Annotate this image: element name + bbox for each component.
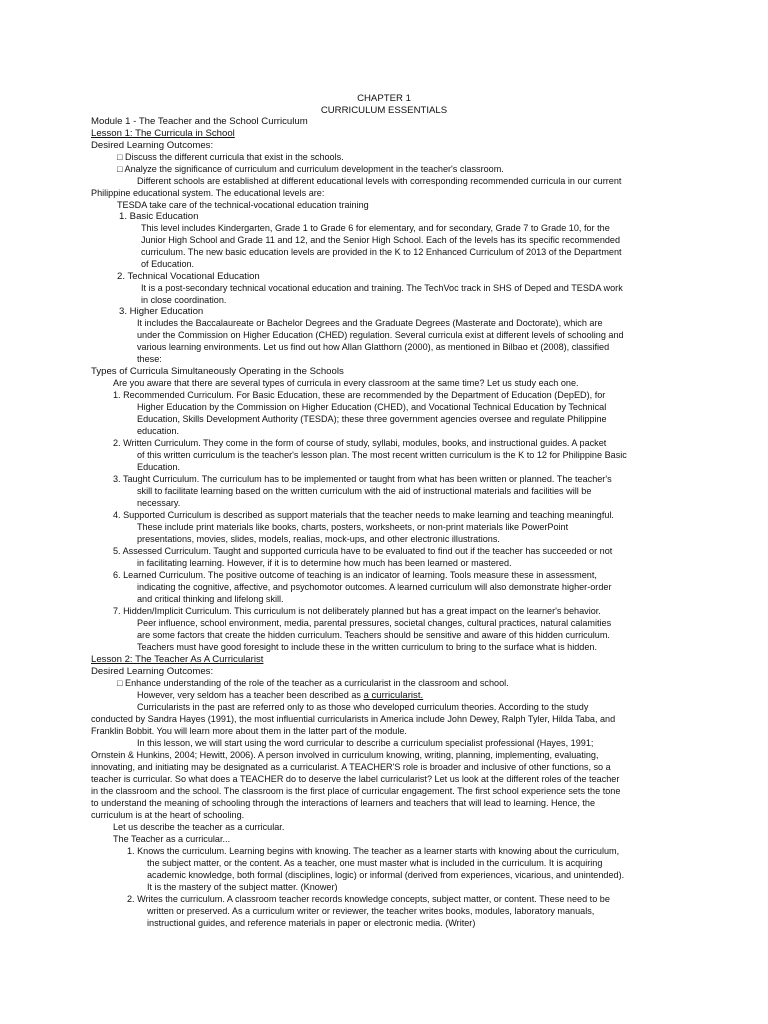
teacher-role-text: written or preserved. As a curriculum writer or reviewer, the teacher writes books, modules, laboratory manuals, (147, 906, 595, 916)
paragraph-line: Franklin Bobbit. You will learn more about them in the latter part of the module. (91, 726, 407, 736)
curriculum-type-text: are some factors that create the hidden curriculum. Teachers should be sensitive and aware of this hidden curriculum. (137, 630, 610, 640)
outcome-item: □ Analyze the significance of curriculum and curriculum development in the teacher's classroom. (117, 164, 504, 174)
teacher-role-text: instructional guides, and reference materials in paper or electronic media. (Writer) (147, 918, 476, 928)
curriculum-type-text: These include print materials like books, charts, posters, worksheets, or non-print materials like PowerPoint (137, 522, 569, 532)
paragraph-line: curriculum is at the heart of schooling. (91, 810, 245, 820)
level-text: It includes the Baccalaureate or Bachelor Degrees and the Graduate Degrees (Masterate and Doctorate), which are (137, 318, 603, 328)
paragraph-line: in the classroom and the school. The classroom is the first place of curricular engagement. The first school experience sets the tone (91, 786, 621, 796)
curriculum-type-text: Higher Education by the Commission on Higher Education (CHED), and Vocational Technical Education by Technical (137, 402, 607, 412)
however-line (137, 690, 423, 702)
level-text: these: (137, 354, 162, 364)
intro-line: Different schools are established at different educational levels with corresponding recommended curricula in our current (137, 176, 622, 186)
lesson-1-outcomes-heading: Desired Learning Outcomes: (91, 140, 214, 151)
level-text: various learning environments. Let us find out how Allan Glatthorn (2000), as mentioned in Bilbao et (2008), classified (137, 342, 610, 352)
paragraph-line: teacher is curricular. So what does a TEACHER do to deserve the label curricularist? Let us look at the different roles of the teacher (91, 774, 620, 784)
curriculum-type-text: necessary. (137, 498, 181, 508)
curriculum-type-text: in facilitating learning. However, if it is to determine how much has been learned or mastered. (137, 558, 512, 568)
describe-line: Let us describe the teacher as a curricular. (113, 822, 285, 832)
level-text: curriculum. The new basic education levels are provided in the K to 12 Enhanced Curriculum of 2013 of the Department (141, 247, 622, 257)
level-text: It is a post-secondary technical vocational education and training. The TechVoc track in SHS of Deped and TESDA work (141, 283, 623, 293)
curriculum-type-text: education. (137, 426, 179, 436)
paragraph-line: conducted by Sandra Hayes (1991), the most influential curricularists in America include John Dewey, Ralph Tyler, Hilda Taba, and (91, 714, 616, 724)
curriculum-type-text: and critical thinking and lifelong skill. (137, 594, 284, 604)
paragraph-line: In this lesson, we will start using the word curricular to describe a curriculum specialist professional (Hayes, 1991; (137, 738, 594, 748)
chapter-title: CURRICULUM ESSENTIALS (320, 105, 448, 116)
paragraph-line: innovating, and initiating may be designated as a curricularist. A TEACHER'S role is broader and inclusive of other functions, so a (91, 762, 611, 772)
types-heading: Types of Curricula Simultaneously Operating in the Schools (91, 366, 344, 377)
curriculum-type-item: 6. Learned Curriculum. The positive outcome of teaching is an indicator of learning. Tools measure these in assessment, (113, 570, 597, 580)
level-heading: 1. Basic Education (119, 211, 199, 222)
curricularist-term: a curricularist. (363, 690, 424, 701)
teacher-role-text: the subject matter, or the content. As a teacher, one must master what is included in the curriculum. It is acquiring (147, 858, 603, 868)
level-text: under the Commission on Higher Education (CHED) regulation. Several curricula exist at different levels of schooling and (137, 330, 624, 340)
curriculum-type-item: 1. Recommended Curriculum. For Basic Education, these are recommended by the Department of Education (DepED), for (113, 390, 606, 400)
level-text: of Education. (141, 259, 195, 269)
level-heading: 2. Technical Vocational Education (117, 271, 260, 282)
outcome-item: □ Enhance understanding of the role of the teacher as a curricularist in the classroom and school. (117, 678, 509, 688)
module-title: Module 1 - The Teacher and the School Curriculum (91, 116, 308, 127)
teacher-role-text: It is the mastery of the subject matter. (Knower) (147, 882, 338, 892)
curriculum-type-item: 4. Supported Curriculum is described as support materials that the teacher needs to make learning and teaching meaningful. (113, 510, 614, 520)
paragraph-line: Curricularists in the past are referred only to as those who developed curriculum theories. According to the study (137, 702, 589, 712)
however-text: However, very seldom has a teacher been described as (137, 690, 364, 700)
lesson-2-outcomes-heading: Desired Learning Outcomes: (91, 666, 214, 677)
curriculum-type-item: 7. Hidden/Implicit Curriculum. This curriculum is not deliberately planned but has a great impact on the learner's behavior. (113, 606, 601, 616)
lesson-1-title: Lesson 1: The Curricula in School (91, 128, 235, 139)
level-text: Junior High School and Grade 11 and 12, and the Senior High School. Each of the levels has its specific recommended (141, 235, 621, 245)
tesda-line: TESDA take care of the technical-vocational education training (117, 200, 369, 210)
types-intro: Are you aware that there are several types of curricula in every classroom at the same time? Let us study each one. (113, 378, 579, 388)
curriculum-type-item: 2. Written Curriculum. They come in the form of course of study, syllabi, modules, books, and instructional guides. A packet (113, 438, 607, 448)
paragraph-line: Ornstein & Hunkins, 2004; Hewitt, 2006). A person involved in curriculum knowing, writing, planning, implementing, evaluating, (91, 750, 599, 760)
outcome-item: □ Discuss the different curricula that exist in the schools. (117, 152, 344, 162)
curriculum-type-text: skill to facilitate learning based on the written curriculum with the aid of instructional materials and facilities will be (137, 486, 592, 496)
curriculum-type-item: 3. Taught Curriculum. The curriculum has to be implemented or taught from what has been written or planned. The teacher's (113, 474, 612, 484)
curriculum-type-text: of this written curriculum is the teacher's lesson plan. The most recent written curriculum is the K to 12 for Philippine Basic (137, 450, 627, 460)
intro-line: Philippine educational system. The educational levels are: (91, 188, 325, 198)
level-heading: 3. Higher Education (119, 306, 204, 317)
curriculum-type-text: indicating the cognitive, affective, and psychomotor outcomes. A learned curriculum will also demonstrate higher-order (137, 582, 612, 592)
chapter-number: CHAPTER 1 (357, 93, 411, 104)
describe-line: The Teacher as a curricular... (113, 834, 231, 844)
curriculum-type-text: Education, Skills Development Authority (TESDA); these three government agencies oversee and regulate Philippine (137, 414, 607, 424)
lesson-2-title: Lesson 2: The Teacher As A Curricularist (91, 654, 264, 665)
teacher-role-text: academic knowledge, both formal (disciplines, logic) or informal (derived from experiences, vicarious, and unintended). (147, 870, 625, 880)
curriculum-type-text: Teachers must have good foresight to include these in the written curriculum to bring to the surface what is hidden. (137, 642, 597, 652)
curriculum-type-text: Education. (137, 462, 180, 472)
curriculum-type-item: 5. Assessed Curriculum. Taught and supported curricula have to be evaluated to find out if the teacher has succeeded or not (113, 546, 613, 556)
paragraph-line: to understand the meaning of schooling through the interactions of learners and teachers that will lead to learning. Hence, the (91, 798, 596, 808)
level-text: This level includes Kindergarten, Grade 1 to Grade 6 for elementary, and for secondary, Grade 7 to Grade 10, for the (141, 223, 610, 233)
teacher-role-item: 1. Knows the curriculum. Learning begins with knowing. The teacher as a learner starts with knowing about the curriculum, (127, 846, 620, 856)
curriculum-type-text: Peer influence, school environment, media, parental pressures, societal changes, cultural practices, natural calamities (137, 618, 612, 628)
level-text: in close coordination. (141, 295, 227, 305)
teacher-role-item: 2. Writes the curriculum. A classroom teacher records knowledge concepts, subject matter, or content. These need to be (127, 894, 610, 904)
curriculum-type-text: presentations, movies, slides, models, realias, mock-ups, and other electronic illustrations. (137, 534, 500, 544)
